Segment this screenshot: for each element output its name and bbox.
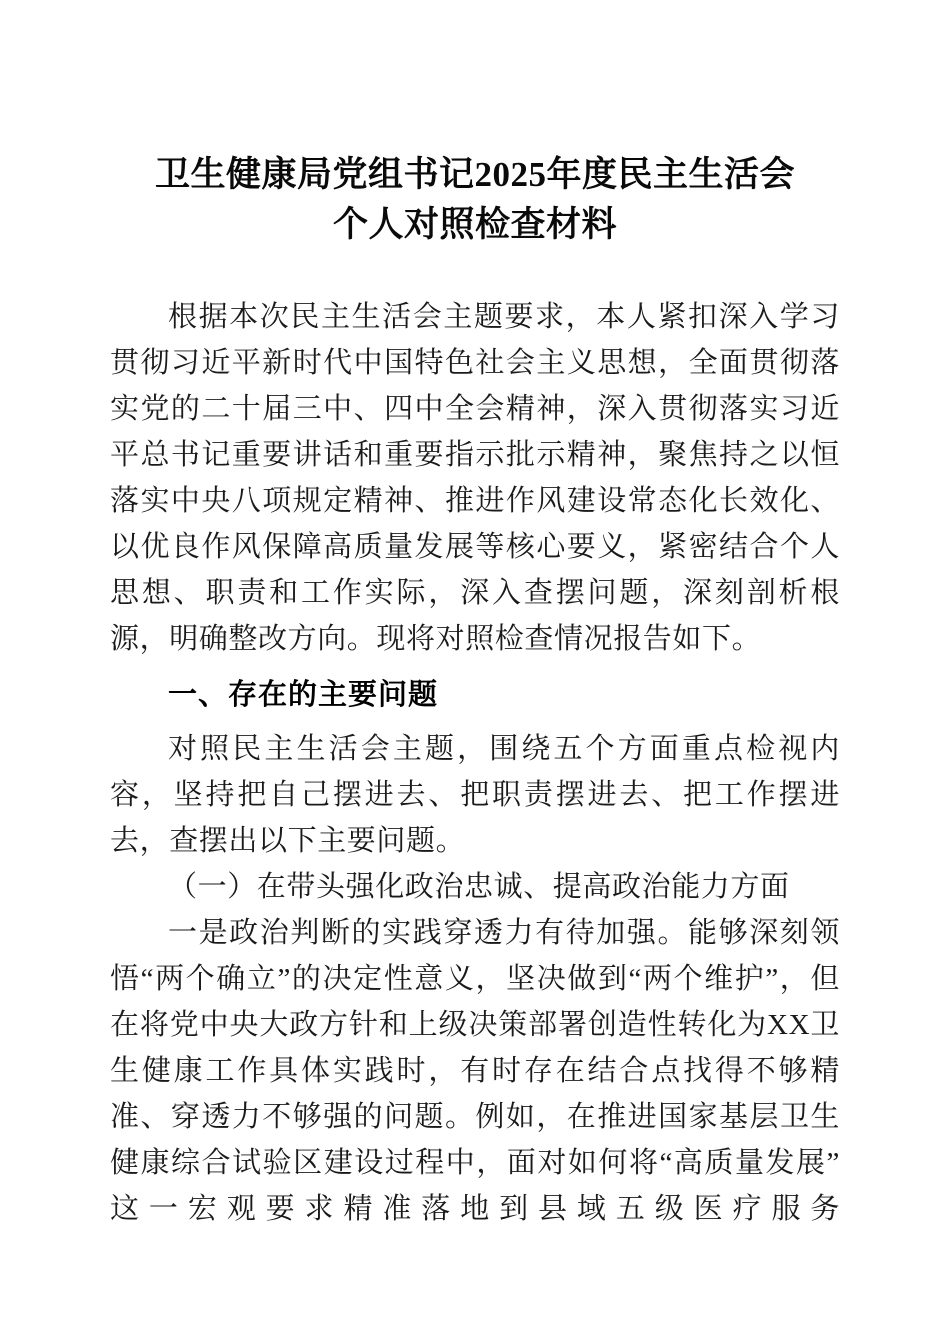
- section-heading-existing-problems: 一、存在的主要问题: [168, 679, 439, 711]
- subsection-heading-political-loyalty: （一）在带头强化政治忠诚、提高政治能力方面: [168, 871, 790, 903]
- page-title-line-1: 卫生健康局党组书记2025年度民主生活会: [154, 155, 795, 194]
- subsection-body-paragraph: 一是政治判断的实践穿透力有待加强。能够深刻领悟“两个确立”的决定性意义，坚决做到“两个维护”，但在将党中央大政方针和上级决策部署创造性转化为XX卫生健康工作具体实践时，有时存在结合点找得不够精准、穿透力不够强的问题。例如，在推进国家基层卫生健康综合试验区建设过程中，面对如何将“高质量发展”这一宏观要求精准落地到县域五级医疗服务: [110, 917, 840, 1225]
- opening-paragraph: 根据本次民主生活会主题要求，本人紧扣深入学习贯彻习近平新时代中国特色社会主义思想，全面贯彻落实党的二十届三中、四中全会精神，深入贯彻落实习近平总书记重要讲话和重要指示批示精神，聚焦持之以恒落实中央八项规定精神、推进作风建设常态化长效化、以优良作风保障高质量发展等核心要义，紧密结合个人思想、职责和工作实际，深入查摆问题，深刻剖析根源，明确整改方向。现将对照检查情况报告如下。: [110, 301, 840, 655]
- document-content-column: [110, 0, 840, 1232]
- page-title-line-2: 个人对照检查材料: [332, 205, 617, 244]
- page-title: [110, 0, 840, 250]
- title-spacer: [110, 250, 840, 294]
- section-intro-paragraph: 对照民主生活会主题，围绕五个方面重点检视内容，坚持把自己摆进去、把职责摆进去、把工作摆进去，查摆出以下主要问题。: [110, 733, 840, 857]
